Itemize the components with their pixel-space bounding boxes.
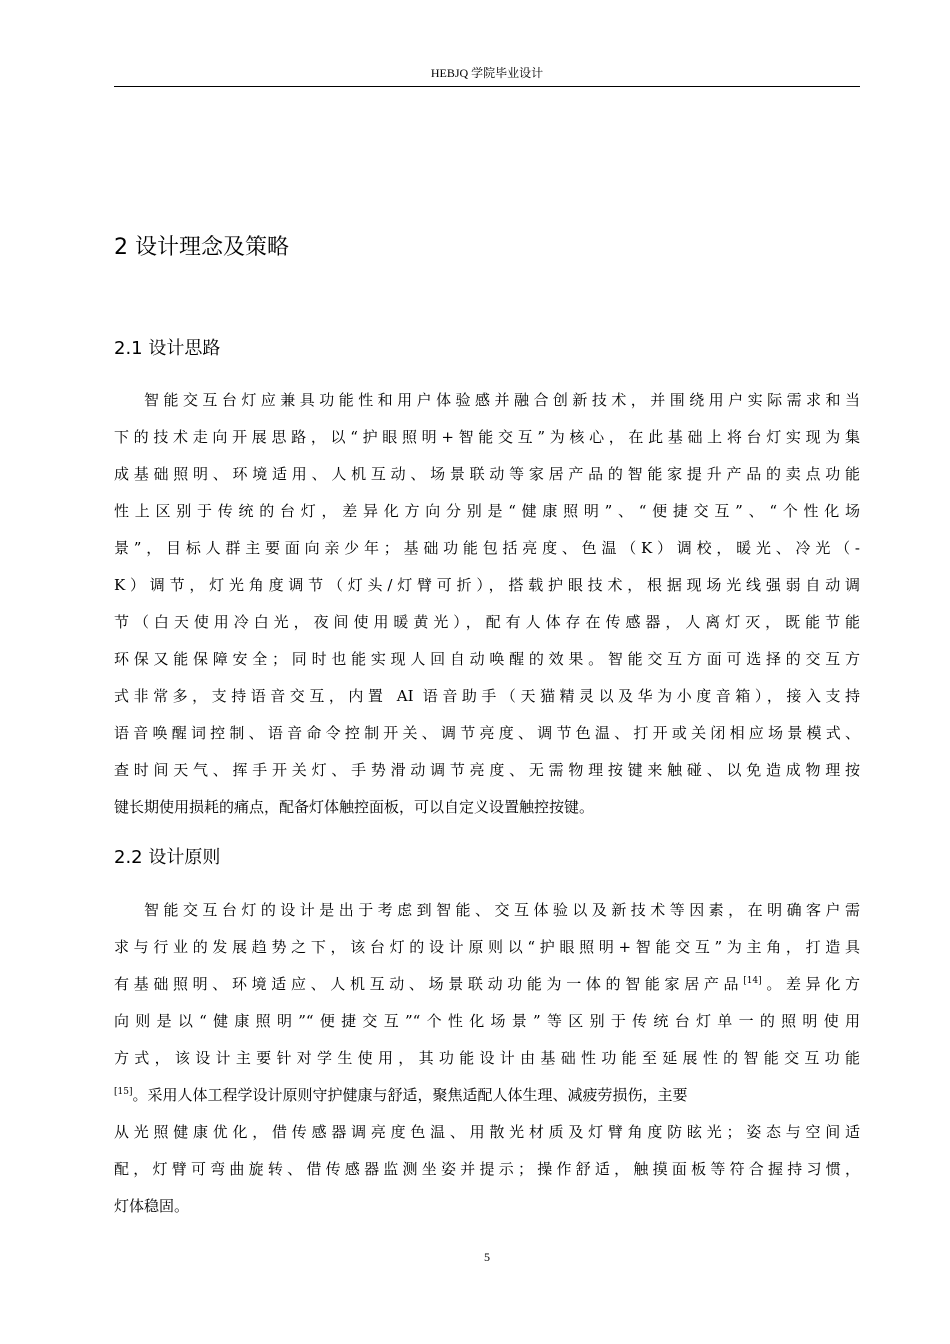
text-line: 求与行业的发展趋势之下，该台灯的设计原则以“护眼照明+智能交互”为主角，打造具 xyxy=(114,938,860,956)
text-line: 性上区别于传统的台灯，差异化方向分别是“健康照明”、“便捷交互”、“个性化场 xyxy=(114,502,860,520)
text-line: 景”，目标人群主要面向亲少年；基础功能包括亮度、色温（K）调校，暖光、冷光（- xyxy=(114,539,860,557)
citation-ref-14: [14] xyxy=(743,976,762,986)
citation-ref-15: [15] xyxy=(114,1087,133,1097)
text-fragment: 。差异化方 xyxy=(761,975,860,993)
text-line: 智能交互台灯应兼具功能性和用户体验感并融合创新技术，并围绕用户实际需求和当 xyxy=(144,391,860,409)
running-header: HEBJQ 学院毕业设计 xyxy=(430,66,544,80)
paragraph-design-idea xyxy=(114,382,860,826)
section-title-design-principles: 2.2 设计原则 xyxy=(114,847,221,868)
text-line: 式非常多，支持语音交互，内置 AI 语音助手（天猫精灵以及华为小度音箱），接入支持 xyxy=(114,687,860,705)
text-line: 语音唤醒词控制、语音命令控制开关、调节亮度、调节色温、打开或关闭相应场景模式、 xyxy=(114,724,860,742)
text-line: 环保又能保障安全；同时也能实现人回自动唤醒的效果。智能交互方面可选择的交互方 xyxy=(114,650,860,668)
paragraph-design-principles xyxy=(114,892,860,1225)
text-line: 下的技术走向开展思路，以“护眼照明+智能交互”为核心，在此基础上将台灯实现为集 xyxy=(114,428,860,446)
chapter-title: 2 设计理念及策略 xyxy=(114,235,289,260)
section-title-design-idea: 2.1 设计思路 xyxy=(114,338,221,359)
text-line-with-citation xyxy=(114,1077,860,1114)
text-line: K）调节，灯光角度调节（灯头/灯臂可折），搭载护眼技术，根据现场光线强弱自动调 xyxy=(114,576,860,594)
header-rule xyxy=(114,86,860,87)
text-line: 智能交互台灯的设计是出于考虑到智能、交互体验以及新技术等因素，在明确客户需 xyxy=(144,901,860,919)
text-line: 配，灯臂可弯曲旋转、借传感器监测坐姿并提示；操作舒适，触摸面板等符合握持习惯， xyxy=(114,1160,860,1178)
page-number: 5 xyxy=(484,1250,490,1264)
text-fragment: 。采用人体工程学设计原则守护健康与舒适，聚焦适配人体生理、减疲劳损伤，主要 xyxy=(132,1086,688,1104)
text-line: 节（白天使用冷白光，夜间使用暖黄光），配有人体存在传感器，人离灯灭，既能节能 xyxy=(114,613,860,631)
text-line: 成基础照明、环境适用、人机互动、场景联动等家居产品的智能家提升产品的卖点功能 xyxy=(114,465,860,483)
text-line: 查时间天气、挥手开关灯、手势滑动调节亮度、无需物理按键来触碰、以免造成物理按 xyxy=(114,761,860,779)
text-line: 键长期使用损耗的痛点，配备灯体触控面板，可以自定义设置触控按键。 xyxy=(114,798,595,816)
text-line: 方式，该设计主要针对学生使用，其功能设计由基础性功能至延展性的智能交互功能 xyxy=(114,1049,860,1067)
text-fragment: 有基础照明、环境适应、人机互动、场景联动功能为一体的智能家居产品 xyxy=(114,975,744,993)
text-line: 灯体稳固。 xyxy=(114,1197,190,1215)
text-line: 从光照健康优化，借传感器调亮度色温、用散光材质及灯臂角度防眩光；姿态与空间适 xyxy=(114,1123,860,1141)
text-line: 向则是以“健康照明”“便捷交互”“个性化场景”等区别于传统台灯单一的照明使用 xyxy=(114,1012,860,1030)
text-line-with-citation xyxy=(114,966,860,1003)
